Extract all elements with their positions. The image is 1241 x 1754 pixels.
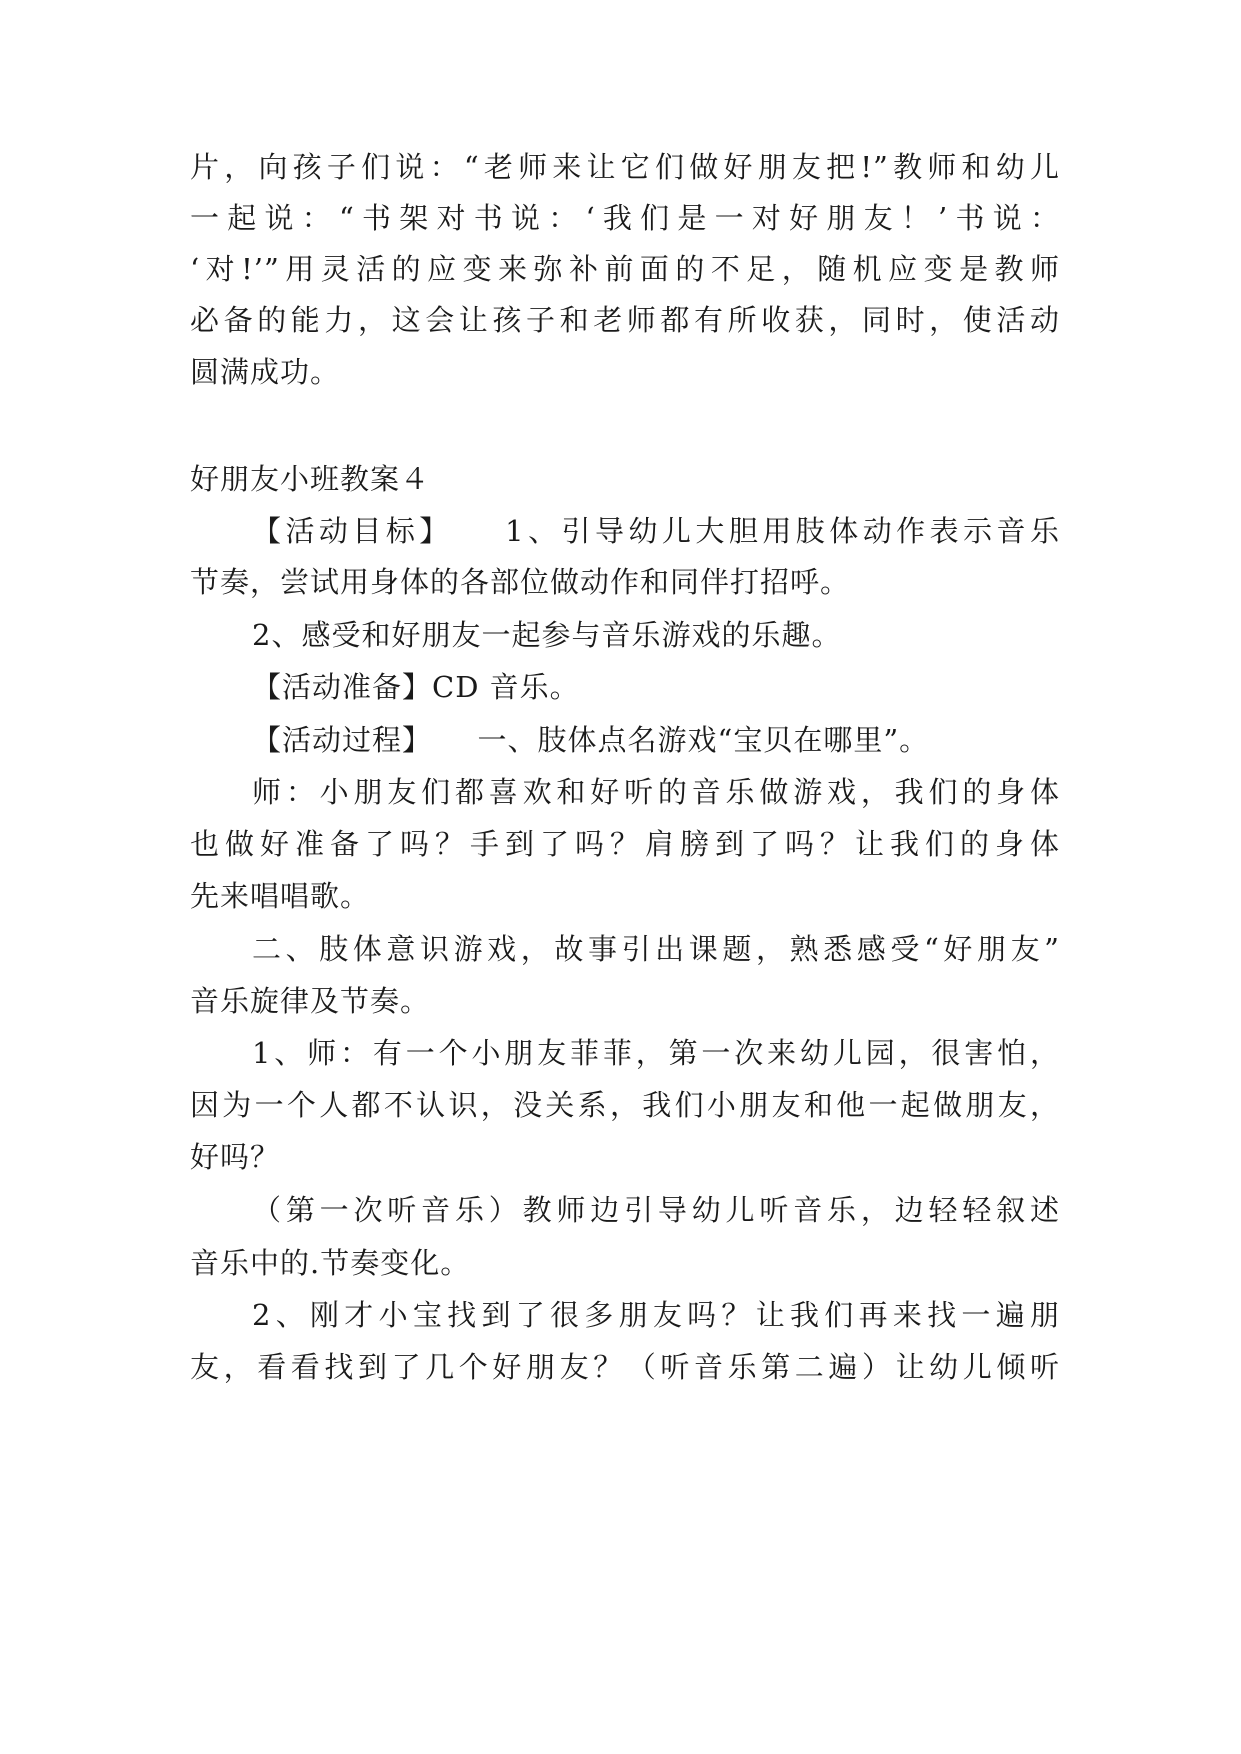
paragraph-line: 片，向孩子们说：“老师来让它们做好朋友把!”教师和幼儿 [190,150,1060,184]
paragraph-line: 一起说：“书架对书说：‘我们是一对好朋友！’书说： [190,201,1060,235]
paragraph-line: 2、刚才小宝找到了很多朋友吗？让我们再来找一遍朋 [252,1298,1060,1332]
paragraph-line: 圆满成功。 [190,355,341,389]
paragraph-line: 音乐旋律及节奏。 [190,984,431,1018]
paragraph-line: 师：小朋友们都喜欢和好听的音乐做游戏，我们的身体 [252,775,1060,809]
goal-item: 2、感受和好朋友一起参与音乐游戏的乐趣。 [252,618,842,652]
paragraph-line: ‘对!’”用灵活的应变来弥补前面的不足，随机应变是教师 [190,252,1060,286]
paragraph-line: 也做好准备了吗？手到了吗？肩膀到了吗？让我们的身体 [190,827,1060,861]
paragraph-line: 好吗？ [190,1140,281,1174]
paragraph-line: 友，看看找到了几个好朋友？（听音乐第二遍）让幼儿倾听 [190,1350,1060,1384]
paragraph-line: 节奏，尝试用身体的各部位做动作和同伴打招呼。 [190,565,851,599]
paragraph-line: 1、师：有一个小朋友菲菲，第一次来幼儿园，很害怕， [252,1036,1060,1070]
paragraph-line: （第一次听音乐）教师边引导幼儿听音乐，边轻轻叙述 [252,1193,1060,1227]
paragraph-line: 因为一个人都不认识，没关系，我们小朋友和他一起做朋友， [190,1088,1060,1122]
section-title: 好朋友小班教案４ [190,462,431,496]
preparation-line: 【活动准备】CD 音乐。 [252,670,580,704]
process-heading-line: 【活动过程】 一、肢体点名游戏“宝贝在哪里”。 [252,723,930,757]
paragraph-line: 必备的能力，这会让孩子和老师都有所收获，同时，使活动 [190,303,1060,337]
paragraph-line: 音乐中的.节奏变化。 [190,1246,471,1280]
paragraph-line: 二、肢体意识游戏，故事引出课题，熟悉感受“好朋友” [252,932,1060,966]
paragraph-line: 先来唱唱歌。 [190,879,371,913]
goal-heading-line: 【活动目标】 1、引导幼儿大胆用肢体动作表示音乐 [252,514,1060,548]
